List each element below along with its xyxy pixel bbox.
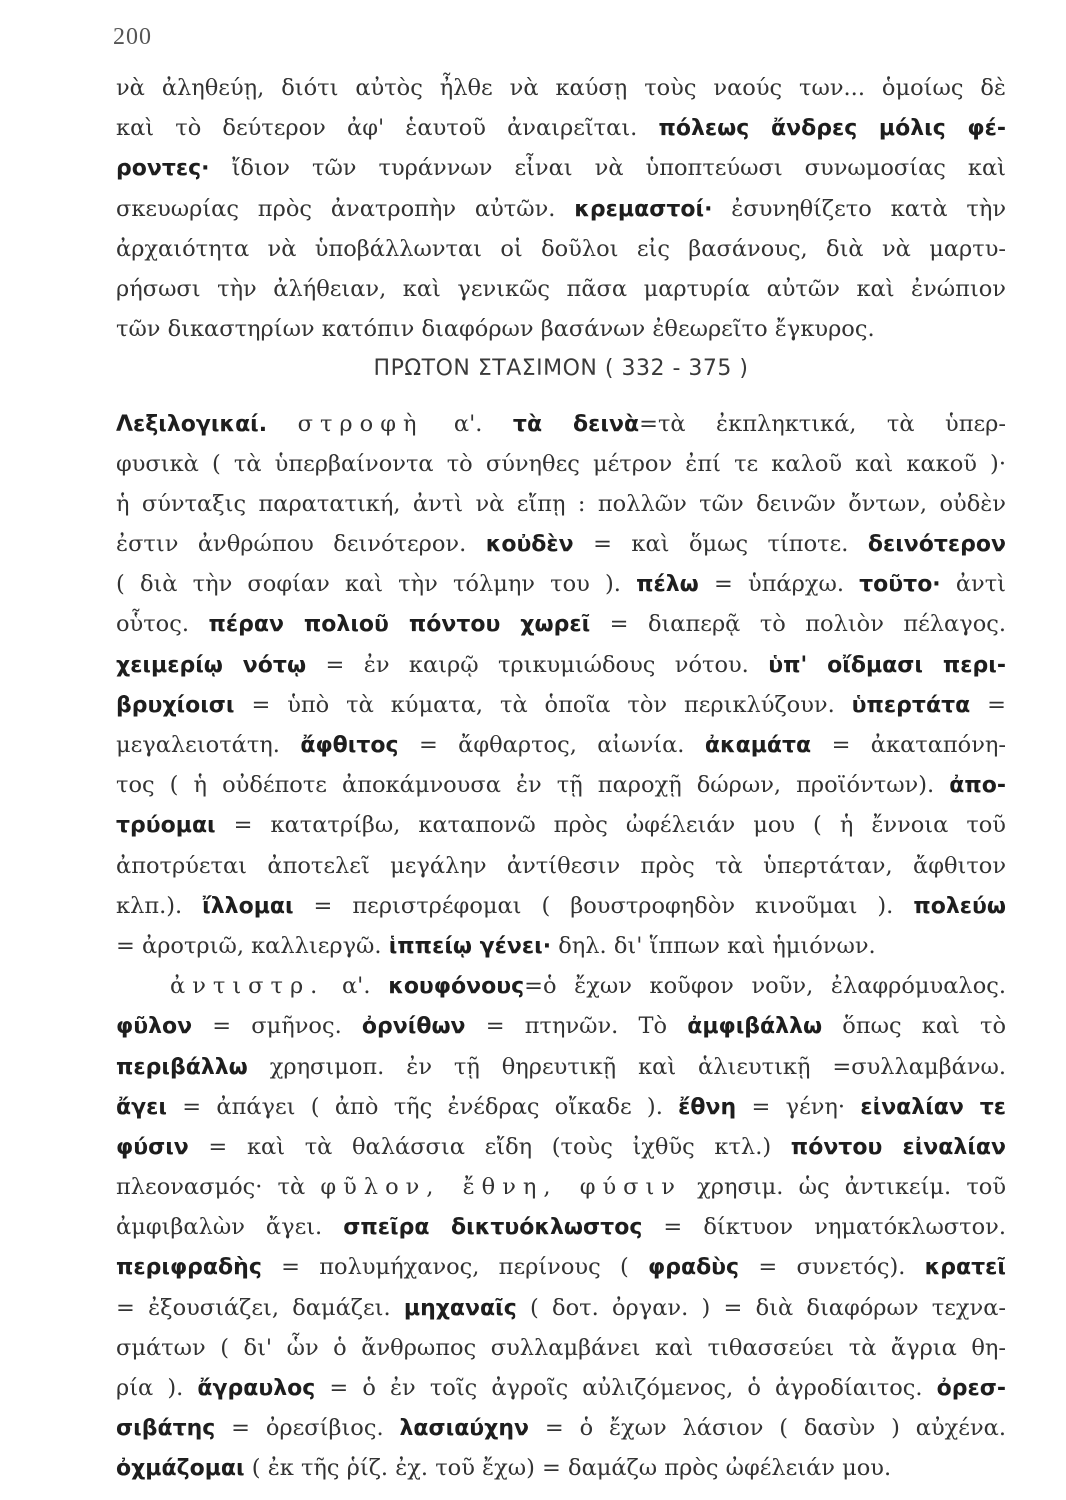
section-title: ΠΡΩΤΟΝ ΣΤΑΣΙΜΟΝ ( 332 - 375 ) xyxy=(373,356,749,382)
text-line xyxy=(116,1167,1006,1207)
headword: δεινότερον xyxy=(867,532,1006,558)
headword: κρεμαστοί· xyxy=(574,196,713,222)
text-run: = ὑπάρχω. xyxy=(698,571,860,598)
headword: κοὐδὲν xyxy=(485,532,574,558)
text-run: = ἄφθαρτος, αἰωνία. xyxy=(398,732,705,758)
headword: ἴλλομαι xyxy=(202,893,294,919)
headword: ὀχμάζομαι xyxy=(116,1456,245,1482)
headword: πόντου εἰναλίαν xyxy=(790,1134,1006,1160)
headword: περιφραδὴς xyxy=(116,1255,262,1281)
text-run: σμάτων ( δι' ὧν ὁ ἄνθρωπος συλλαμβάνει καὶ τιθασσεύει τὰ ἄγρια θη- xyxy=(116,1334,1006,1361)
text-line xyxy=(116,524,1006,564)
text-line xyxy=(116,1368,1006,1408)
text-line xyxy=(116,1207,1006,1247)
text-run: ( δοτ. ὀργαν. ) = διὰ διαφόρων τεχνα- xyxy=(516,1294,1006,1321)
headword: σπεῖρα δικτυόκλωστος xyxy=(343,1215,643,1241)
text-run: = σμῆνος. xyxy=(192,1013,362,1040)
text-run: κλπ.). xyxy=(116,892,203,919)
text-run: ἀντὶ xyxy=(940,571,1006,598)
text-run: = δίκτυον νηματόκλωστον. xyxy=(642,1214,1006,1241)
text-line xyxy=(116,966,1006,1006)
text-run: = κατατρίβω, καταπονῶ πρὸς ὠφέλειάν μου ( ἡ ἔννοια τοῦ xyxy=(215,812,1006,839)
headword: τοῦτο· xyxy=(859,572,941,598)
text-line xyxy=(116,1288,1006,1328)
headword: φῦλον xyxy=(116,1014,193,1040)
text-line xyxy=(116,886,1006,926)
headword: περιβάλλω xyxy=(116,1054,248,1080)
text-run: οὗτος. xyxy=(116,611,209,638)
text-run: = συνετός). xyxy=(739,1254,925,1281)
text-line xyxy=(116,1006,1006,1046)
text-line xyxy=(116,805,1006,845)
text-run: ἀποτρύεται ἀποτελεῖ μεγάλην ἀντίθεσιν πρὸς τὰ ὑπερτάταν, ἄφθιτον xyxy=(116,852,1006,879)
text-run: = ὁ ἔχων λάσιον ( δασὺν ) αὐχένα. xyxy=(529,1415,1006,1442)
headword: πόλεως ἄνδρες μόλις φέ- xyxy=(658,116,1006,142)
text-run: ἀρχαιότητα νὰ ὑποβάλλωνται οἱ δοῦλοι εἰς βασάνους, διὰ νὰ μαρτυ- xyxy=(116,235,1006,262)
text-run: = ἀκαταπόνη- xyxy=(811,732,1006,758)
headword: ροντες· xyxy=(116,156,210,182)
text-run: = πτηνῶν. Τὸ xyxy=(465,1013,688,1040)
headword: ἄφθιτος xyxy=(300,733,399,758)
text-run: = ἀροτριῶ, καλλιεργῶ. xyxy=(116,932,389,959)
text-line xyxy=(116,1127,1006,1167)
text-line xyxy=(116,725,1006,765)
headword: ἔθνη xyxy=(678,1094,737,1120)
headword: πέλω xyxy=(636,572,699,598)
text-run: = ἐξουσιάζει, δαμάζει. xyxy=(116,1294,404,1321)
headword: ὀρνίθων xyxy=(361,1014,466,1040)
headword: ἀμφιβάλλω xyxy=(687,1014,823,1040)
text-line xyxy=(116,604,1006,644)
headword: ἄγραυλος xyxy=(197,1376,316,1401)
text-run: ρήσωσι τὴν ἀλήθειαν, καὶ γενικῶς πᾶσα μαρτυρία αὐτῶν καὶ ἐνώπιον xyxy=(116,275,1006,302)
headword: ἱππείῳ γένει· xyxy=(388,933,552,959)
text-run: πλεονασμός· τὰ xyxy=(116,1174,321,1201)
headword: πολεύω xyxy=(913,893,1006,919)
headword: εἰναλίαν τε xyxy=(860,1094,1006,1120)
headword: κρατεῖ xyxy=(924,1255,1006,1281)
text-line xyxy=(116,1087,1006,1127)
text-run: δηλ. δι' ἵππων καὶ ἡμιόνων. xyxy=(551,932,876,959)
text-run: καὶ τὸ δεύτερον ἀφ' ἑαυτοῦ ἀναιρεῖται. xyxy=(116,115,659,142)
text-line xyxy=(116,765,1006,805)
text-line xyxy=(116,108,1006,148)
text-run: = ἐν καιρῷ τρικυμιώδους νότου. xyxy=(306,651,769,678)
text-run: σκευωρίας πρὸς ἀνατροπὴν αὐτῶν. xyxy=(116,195,575,222)
text-run: μεγαλειοτάτη. xyxy=(116,732,301,758)
text-run: ἡ σύνταξις παρατατική, ἀντὶ νὰ εἴπῃ : πολλῶν τῶν δεινῶν ὄντων, οὐδὲν xyxy=(116,490,1006,517)
text-line xyxy=(116,564,1006,604)
text-run: =ὁ ἔχων κοῦφον νοῦν, ἐλαφρόμυαλος. xyxy=(524,973,1006,1000)
text-run: νὰ ἀληθεύῃ, διότι αὐτὸς ἦλθε νὰ καύσῃ τοὺς ναούς των... ὁμοίως δὲ xyxy=(116,75,1006,101)
headword: ἀκαμάτα xyxy=(704,733,812,758)
text-run: = καὶ ὅμως τίποτε. xyxy=(573,531,868,558)
text-run: ( διὰ τὴν σοφίαν καὶ τὴν τόλμην του ). xyxy=(116,571,637,598)
headword: ὑπ' οἴδμασι περι- xyxy=(768,652,1006,678)
text-run: = γένη· xyxy=(736,1093,861,1120)
text-run: χρησιμ. ὡς ἀντικείμ. τοῦ xyxy=(681,1174,1006,1201)
text-run: α'. xyxy=(423,410,513,437)
text-line xyxy=(116,685,1006,725)
text-line xyxy=(116,309,1006,349)
headword: ὀρεσ- xyxy=(936,1376,1006,1401)
text-run: = ὁ ἐν τοῖς ἀγροῖς αὐλιζόμενος, ὁ ἀγροδίαιτος. xyxy=(315,1375,937,1401)
text-line xyxy=(116,846,1006,886)
text-run: = ὑπὸ τὰ κύματα, τὰ ὁποῖα τὸν περικλύζουν. xyxy=(234,691,852,718)
text-run: ἐσυνηθίζετο κατὰ τὴν xyxy=(712,195,1006,222)
document-body xyxy=(116,68,1006,1489)
headword: ἄγει xyxy=(116,1094,167,1120)
headword: τὰ δεινὰ xyxy=(512,411,640,437)
text-run: = ὀρεσίβιος. xyxy=(215,1415,400,1442)
text-line xyxy=(116,404,1006,444)
text-run: = ἀπάγει ( ἀπὸ τῆς ἐνέδρας οἴκαδε ). xyxy=(166,1093,679,1120)
text-run: χρησιμοπ. ἐν τῇ θηρευτικῇ καὶ ἁλιευτικῇ =συλλαμβάνω. xyxy=(247,1053,1006,1080)
text-line xyxy=(116,1328,1006,1368)
text-line xyxy=(116,269,1006,309)
text-run: α'. xyxy=(324,973,389,1000)
text-line xyxy=(116,484,1006,524)
spaced-text: φῦλον, ἔθνη, φύσιν xyxy=(320,1174,682,1201)
text-line xyxy=(116,1408,1006,1448)
text-line xyxy=(116,444,1006,484)
text-line xyxy=(116,1247,1006,1287)
headword: μηχαναῖς xyxy=(403,1295,517,1321)
text-run: ἐστιν ἀνθρώπου δεινότερον. xyxy=(116,531,486,558)
headword: φραδὺς xyxy=(648,1255,740,1281)
text-line xyxy=(116,68,1006,108)
spaced-text: στροφὴ xyxy=(297,410,424,437)
headword: λασιαύχην xyxy=(399,1416,530,1442)
text-run: = διαπερᾷ τὸ πολιὸν πέλαγος. xyxy=(590,611,1006,638)
headword: χειμερίῳ νότῳ xyxy=(116,652,307,678)
antistrophe-paragraph xyxy=(116,966,1006,1488)
text-line xyxy=(116,229,1006,269)
headword: τρύομαι xyxy=(116,813,216,839)
headword: σιβάτης xyxy=(116,1416,216,1442)
text-run: = καὶ τὰ θαλάσσια εἴδη (τοὺς ἰχθῦς κτλ.) xyxy=(188,1133,791,1160)
text-run: ( ἐκ τῆς ῥίζ. ἐχ. τοῦ ἔχω) = δαμάζω πρὸς ὠφέλειάν μου. xyxy=(244,1455,892,1482)
headword: κουφόνους xyxy=(388,974,525,1000)
text-run: ρία ). xyxy=(116,1375,198,1401)
intro-paragraph xyxy=(116,68,1006,349)
headword: φύσιν xyxy=(116,1134,189,1160)
headword: πέραν πολιοῦ πόντου χωρεῖ xyxy=(208,612,591,638)
text-line xyxy=(116,1448,1006,1488)
strophe-paragraph xyxy=(116,404,1006,967)
text-line xyxy=(116,926,1006,966)
headword: βρυχίοισι xyxy=(116,692,235,718)
text-run: φυσικὰ ( τὰ ὑπερβαίνοντα τὸ σύνηθες μέτρον ἐπί τε καλοῦ καὶ κακοῦ )· xyxy=(116,450,1006,477)
text-run: ἀμφιβαλὼν ἄγει. xyxy=(116,1214,344,1241)
text-run xyxy=(267,411,297,437)
headword: ἀπο- xyxy=(949,773,1006,799)
headword: Λεξιλογικαί. xyxy=(116,411,268,437)
text-run: = περιστρέφομαι ( βουστροφηδὸν κινοῦμαι ). xyxy=(293,892,914,919)
text-line xyxy=(116,645,1006,685)
text-run: =τὰ ἐκπληκτικά, τὰ ὑπερ- xyxy=(639,410,1006,437)
text-line xyxy=(116,148,1006,188)
text-run: ἴδιον τῶν τυράννων εἶναι νὰ ὑποπτεύωσι συνωμοσίας καὶ xyxy=(209,155,1006,182)
text-run: ὅπως καὶ τὸ xyxy=(822,1013,1006,1040)
text-run: = xyxy=(970,691,1006,718)
spaced-text: ἀντιστρ. xyxy=(170,973,325,1000)
text-line xyxy=(116,1047,1006,1087)
text-run: τῶν δικαστηρίων κατόπιν διαφόρων βασάνων ἐθεωρεῖτο ἔγκυρος. xyxy=(116,316,875,343)
text-run: = πολυμήχανος, περίνους ( xyxy=(261,1254,648,1281)
page-number: 200 xyxy=(113,24,152,50)
headword: ὑπερτάτα xyxy=(851,692,971,718)
text-line xyxy=(116,189,1006,229)
text-run: τος ( ἡ οὐδέποτε ἀποκάμνουσα ἐν τῇ παροχῇ δώρων, προϊόντων). xyxy=(116,772,950,799)
